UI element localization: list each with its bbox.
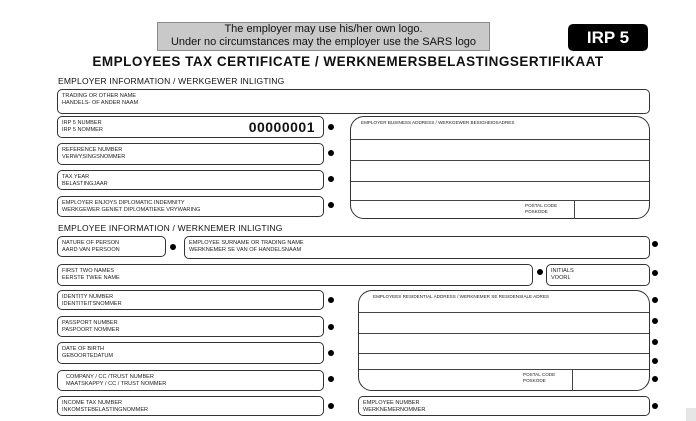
- irp5-number-value: 00000001: [248, 119, 315, 135]
- dob-label-af: GEBOORTEDATUM: [62, 352, 114, 359]
- employee-postal-code-label: [523, 372, 555, 383]
- irp5-number-label-af: IRP 5 NOMMER: [62, 126, 103, 133]
- reference-number-label: [62, 147, 125, 160]
- initials-label-en: INITIALS: [551, 268, 574, 274]
- address-line-divider: [351, 181, 649, 182]
- first-names-label-af: EERSTE TWEE NAME: [62, 274, 120, 281]
- postal-code-divider: [574, 200, 575, 219]
- trading-name-label-en: TRADING OR OTHER NAME: [62, 93, 136, 99]
- employee-number-field[interactable]: [358, 396, 650, 416]
- bullet-icon: [328, 297, 334, 303]
- postal-code-divider: [572, 369, 573, 391]
- diplomatic-indemnity-label: [62, 200, 200, 213]
- bullet-icon: [652, 403, 658, 409]
- postal-code-label-af: POSKODE: [523, 377, 546, 383]
- tax-year-field[interactable]: [57, 170, 324, 190]
- reference-label-en: REFERENCE NUMBER: [62, 147, 123, 153]
- tax-year-label-en: TAX YEAR: [62, 174, 90, 180]
- employee-surname-field[interactable]: [184, 236, 650, 259]
- trading-name-label: [62, 93, 138, 106]
- bullet-icon: [652, 376, 658, 382]
- postal-code-label-en: POSTAL CODE: [525, 203, 558, 208]
- address-line-divider: [359, 369, 649, 370]
- company-trust-number-field[interactable]: [57, 370, 324, 391]
- company-trust-number-label: [66, 374, 166, 387]
- employee-number-label-af: WERKNEMERNOMMER: [363, 406, 426, 413]
- first-names-label-en: FIRST TWO NAMES: [62, 268, 115, 274]
- bullet-icon: [652, 358, 658, 364]
- employee-section-title: EMPLOYEE INFORMATION / WERKNEMER INLIGTING: [58, 223, 283, 233]
- employee-residential-address-field[interactable]: [358, 290, 650, 391]
- logo-note-line-2: Under no circumstances may the employer use the SARS logo: [170, 36, 477, 48]
- tax-year-label: [62, 174, 108, 187]
- bullet-icon: [328, 176, 334, 182]
- nature-of-person-field[interactable]: [57, 236, 166, 257]
- employee-number-label: [363, 400, 425, 413]
- irp5-number-field[interactable]: [57, 116, 324, 138]
- bullet-icon: [652, 270, 658, 276]
- scrollbar[interactable]: [686, 408, 696, 421]
- address-line-divider: [351, 139, 649, 140]
- bullet-icon: [652, 339, 658, 345]
- passport-label-af: PASPOORT NOMMER: [62, 326, 120, 333]
- bullet-icon: [328, 124, 334, 130]
- bullet-icon: [170, 244, 176, 250]
- employer-section-title: EMPLOYER INFORMATION / WERKGEWER INLIGTING: [58, 76, 285, 86]
- postal-code-label-af: POSKODE: [525, 208, 548, 214]
- first-names-field[interactable]: [57, 264, 533, 286]
- employer-postal-code-label: [525, 203, 557, 214]
- bullet-icon: [652, 318, 658, 324]
- company-label-af: MAATSKAPPY / CC / TRUST NOMMER: [66, 380, 167, 387]
- dob-label-en: DATE OF BIRTH: [62, 346, 105, 352]
- identity-number-label: [62, 294, 122, 307]
- income-tax-number-field[interactable]: [57, 396, 324, 416]
- employee-surname-label: [189, 240, 304, 253]
- bullet-icon: [328, 376, 334, 382]
- initials-label: [551, 268, 574, 281]
- company-label-en: COMPANY / CC /TRUST NUMBER: [66, 374, 154, 380]
- diplomatic-label-af: WERKGEWER GENIET DIPLOMATIEKE VRYWARING: [62, 206, 201, 213]
- irp5-number-label-en: IRP 5 NUMBER: [62, 120, 102, 126]
- surname-label-af: WERKNEMER SE VAN OF HANDELSNAAM: [189, 246, 302, 253]
- nature-of-person-label: [62, 240, 120, 253]
- irp5-number-label: [62, 120, 103, 133]
- business-address-label: EMPLOYER BUSINESS ADDRESS / WERKGEWER BESIGHEIDSADRES: [361, 120, 515, 125]
- employee-number-label-en: EMPLOYEE NUMBER: [363, 400, 420, 406]
- nature-label-en: NATURE OF PERSON: [62, 240, 120, 246]
- diplomatic-label-en: EMPLOYER ENJOYS DIPLOMATIC INDEMNITY: [62, 200, 185, 206]
- initials-field[interactable]: [546, 264, 650, 286]
- trading-name-label-af: HANDELS- OF ANDER NAAM: [62, 99, 139, 106]
- irp5-badge: IRP 5: [568, 24, 648, 51]
- trading-name-field[interactable]: [57, 89, 650, 114]
- address-line-divider: [359, 312, 649, 313]
- residential-address-label: EMPLOYEES RESIDENTIAL ADDRESS / WERKNEMER SE RESIDENSIALE ADRES: [373, 294, 549, 299]
- identity-label-en: IDENTITY NUMBER: [62, 294, 114, 300]
- bullet-icon: [328, 350, 334, 356]
- address-line-divider: [351, 200, 649, 201]
- passport-number-label: [62, 320, 120, 333]
- bullet-icon: [328, 403, 334, 409]
- passport-label-en: PASSPORT NUMBER: [62, 320, 118, 326]
- initials-label-af: VOORL: [551, 274, 571, 281]
- bullet-icon: [537, 269, 543, 275]
- certificate-title: EMPLOYEES TAX CERTIFICATE / WERKNEMERSBELASTINGSERTIFIKAAT: [92, 54, 604, 69]
- bullet-icon: [328, 202, 334, 208]
- surname-label-en: EMPLOYEE SURNAME OR TRADING NAME: [189, 240, 304, 246]
- income-tax-label-en: INCOME TAX NUMBER: [62, 400, 123, 406]
- reference-label-af: VERWYSINGSNOMMER: [62, 153, 126, 160]
- nature-label-af: AARD VAN PERSOON: [62, 246, 120, 253]
- employer-business-address-field[interactable]: [350, 116, 650, 219]
- bullet-icon: [652, 241, 658, 247]
- identity-number-field[interactable]: [57, 290, 324, 310]
- address-line-divider: [359, 353, 649, 354]
- diplomatic-indemnity-field[interactable]: [57, 196, 324, 217]
- logo-placeholder-note: [157, 22, 490, 51]
- first-names-label: [62, 268, 120, 281]
- logo-note-line-1: The employer may use his/her own logo.: [224, 23, 423, 35]
- address-line-divider: [359, 333, 649, 334]
- bullet-icon: [328, 150, 334, 156]
- postal-code-label-en: POSTAL CODE: [523, 372, 556, 377]
- reference-number-field[interactable]: [57, 143, 324, 165]
- tax-year-label-af: BELASTINGJAAR: [62, 180, 108, 187]
- bullet-icon: [652, 297, 658, 303]
- identity-label-af: IDENTITEITSNOMMER: [62, 300, 122, 307]
- income-tax-label-af: INKOMSTEBELASTINGNOMMER: [62, 406, 149, 413]
- date-of-birth-label: [62, 346, 113, 359]
- passport-number-field[interactable]: [57, 316, 324, 337]
- date-of-birth-field[interactable]: [57, 342, 324, 364]
- bullet-icon: [328, 324, 334, 330]
- address-line-divider: [351, 160, 649, 161]
- income-tax-number-label: [62, 400, 148, 413]
